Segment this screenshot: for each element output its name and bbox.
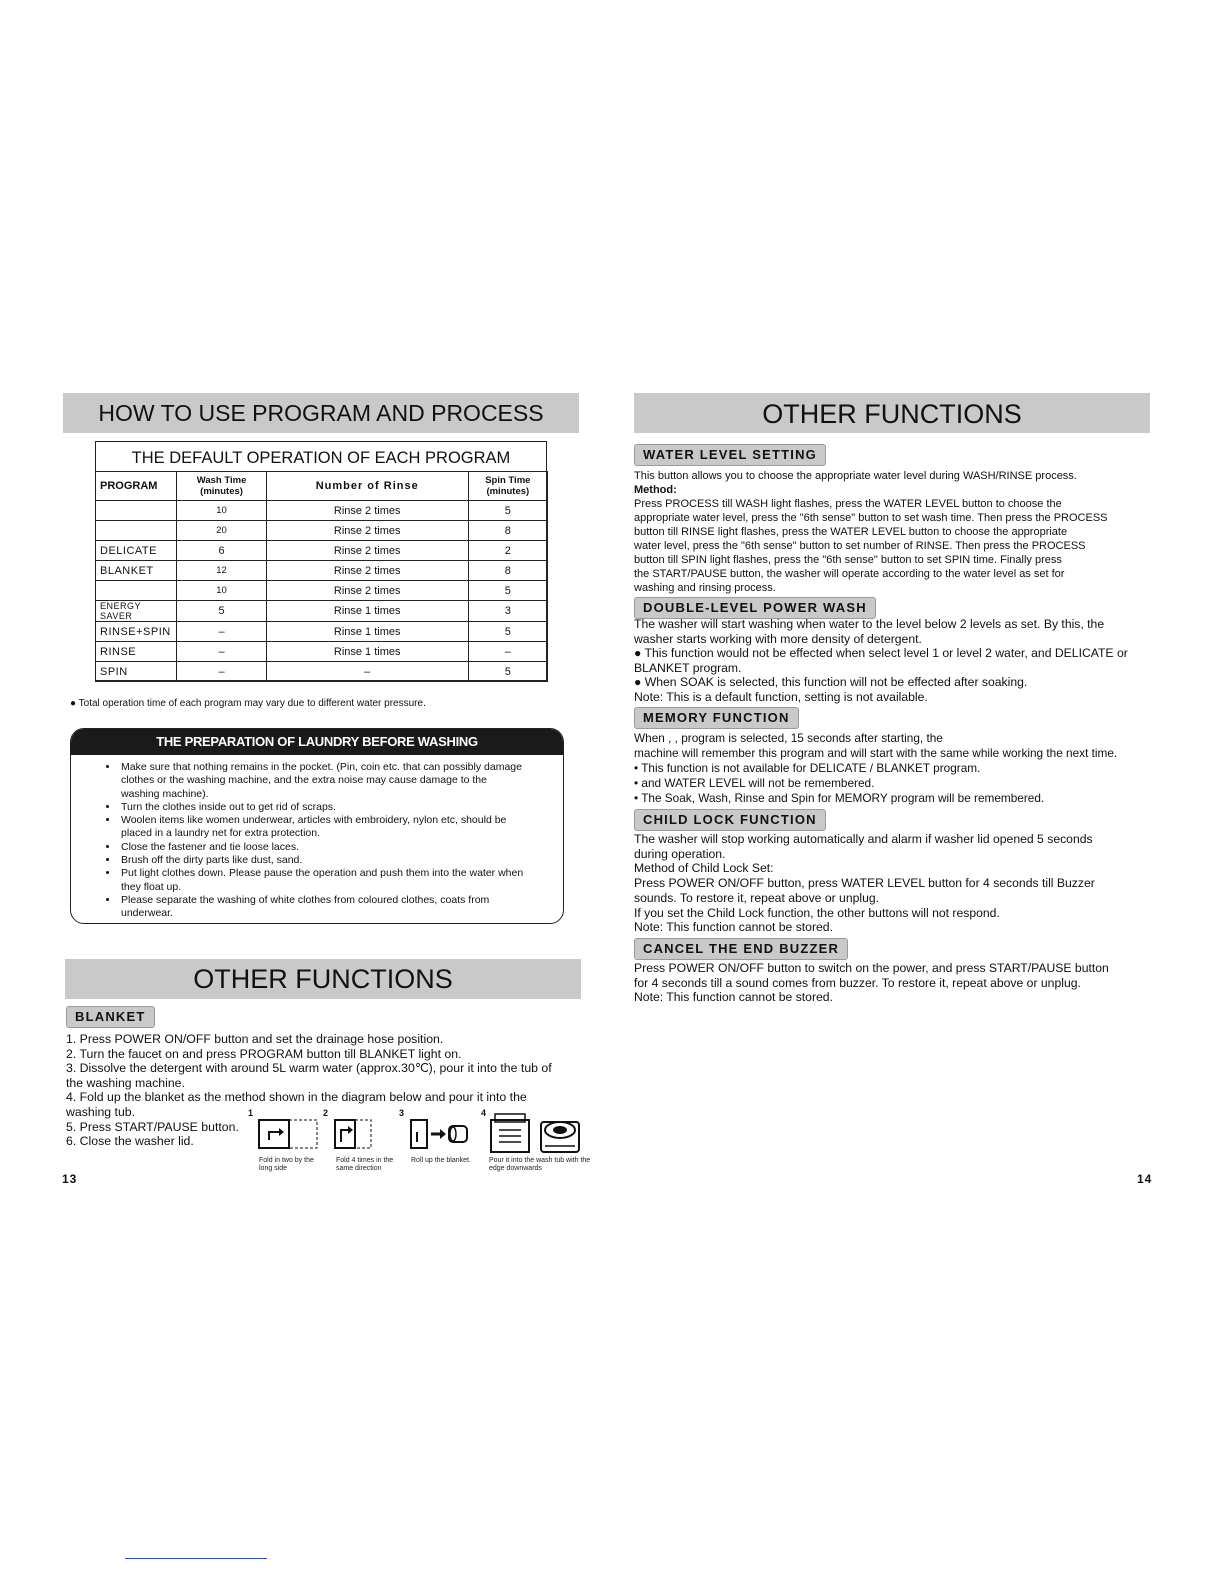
blanket-tag: BLANKET	[66, 1006, 155, 1028]
table-cell-spin: 5	[468, 581, 547, 601]
water-level-tag: WATER LEVEL SETTING	[634, 444, 826, 466]
table-cell-program: DELICATE	[96, 541, 177, 561]
fold-four-times-diagram	[333, 1114, 375, 1152]
table-cell-rinse: Rinse 2 times	[266, 521, 468, 541]
text-line: ● When SOAK is selected, this function will not be effected after soaking.	[634, 675, 1028, 689]
text-line: 5. Press START/PAUSE button.	[66, 1119, 239, 1134]
preparation-box	[70, 728, 564, 924]
table-cell-wash: 20	[177, 521, 266, 541]
text-line: Note: This is a default function, setting is not available.	[634, 689, 928, 704]
table-row	[96, 561, 548, 581]
table-cell-rinse: –	[266, 662, 468, 682]
text-line: for 4 seconds till a sound comes from buzzer. To restore it, repeat above or unplug.	[634, 975, 1081, 990]
text-line: water level, press the "6th sense" button to set number of RINSE. Then press the PROCESS	[634, 540, 1086, 552]
table-row	[96, 642, 548, 662]
header-spin-time: Spin Time (minutes)	[468, 472, 547, 501]
text-line: washing tub.	[66, 1105, 136, 1119]
list-item: • Please separate the washing of white clothes from coloured clothes, coats from underwear.	[119, 894, 563, 921]
text-line: The washer will stop working automatically and alarm if washer lid opened 5 seconds	[634, 832, 1093, 846]
text-line: the START/PAUSE button, the washer will operate according to the water level as set for	[634, 568, 1065, 580]
table-cell-spin: 5	[468, 501, 547, 521]
text-line: 3. Dissolve the detergent with around 5L warm water (approx.30℃), pour it into the tub of	[66, 1061, 552, 1076]
list-item: • Close the fastener and tie loose laces.	[119, 841, 563, 854]
text-line: Method of Child Lock Set:	[634, 861, 774, 876]
table-cell-wash: –	[177, 662, 266, 682]
table-row	[96, 622, 548, 642]
table-cell-program	[96, 501, 177, 521]
table-cell-program: BLANKET	[96, 561, 177, 581]
table-row	[96, 501, 548, 521]
table-cell-wash: 10	[177, 501, 266, 521]
table-cell-wash: 5	[177, 601, 266, 622]
left-other-banner: OTHER FUNCTIONS	[65, 959, 581, 999]
table-cell-wash: –	[177, 622, 266, 642]
table-row	[96, 581, 548, 601]
roll-blanket-diagram	[409, 1114, 469, 1152]
header-wash-time: Wash Time (minutes)	[177, 472, 266, 501]
table-cell-rinse: Rinse 2 times	[266, 501, 468, 521]
table-cell-spin: 5	[468, 622, 547, 642]
fig-caption-2: Fold 4 times in the same direction	[336, 1157, 394, 1172]
fig-number-1: 1	[248, 1108, 254, 1118]
table-cell-program: ENERGY SAVER	[96, 601, 177, 622]
text-line: during operation.	[634, 846, 726, 861]
text-line: 2. Turn the faucet on and press PROGRAM button till BLANKET light on.	[66, 1046, 462, 1061]
text-line: Note: This function cannot be stored.	[634, 920, 833, 935]
text-line: Note: This function cannot be stored.	[634, 990, 833, 1004]
text-line: appropriate water level, press the "6th sense" button to set wash time. Then press the PROCESS	[634, 512, 1108, 524]
table-cell-program	[96, 521, 177, 541]
left-banner: HOW TO USE PROGRAM AND PROCESS	[63, 393, 579, 433]
table-cell-wash: –	[177, 642, 266, 662]
table-cell-rinse: Rinse 1 times	[266, 642, 468, 662]
memory-tag: MEMORY FUNCTION	[634, 707, 799, 729]
footer-rule	[125, 1558, 267, 1559]
preparation-list	[71, 761, 563, 921]
text-line: machine will remember this program and will start with the same while working the next time.	[634, 746, 1118, 760]
table-cell-spin: 8	[468, 561, 547, 581]
fold-long-side-diagram	[257, 1114, 321, 1152]
list-item: • Turn the clothes inside out to get rid of scraps.	[119, 801, 563, 814]
text-line: washer starts working with more density of detergent.	[634, 631, 922, 646]
table-cell-wash: 6	[177, 541, 266, 561]
text-line: ● This function would not be effected when select level 1 or level 2 water, and DELICATE or	[634, 646, 1128, 660]
table-header-row	[96, 472, 548, 501]
text-line: sounds. To restore it, repeat above or unplug.	[634, 890, 880, 905]
pour-into-tub-diagram	[487, 1110, 583, 1154]
text-line: When , , program is selected, 15 seconds after starting, the	[634, 731, 943, 745]
table-cell-wash: 12	[177, 561, 266, 581]
table-cell-spin: 5	[468, 662, 547, 682]
table-row	[96, 662, 548, 682]
text-line: • and WATER LEVEL will not be remembered.	[634, 776, 875, 790]
table-cell-spin: 2	[468, 541, 547, 561]
right-page-number: 14	[1137, 1172, 1153, 1186]
table-cell-rinse: Rinse 1 times	[266, 622, 468, 642]
program-table-title: THE DEFAULT OPERATION OF EACH PROGRAM	[131, 449, 511, 467]
text-line: 6. Close the washer lid.	[66, 1134, 194, 1149]
right-banner: OTHER FUNCTIONS	[634, 393, 1150, 433]
fig-number-4: 4	[481, 1108, 487, 1118]
text-line: Press POWER ON/OFF button to switch on the power, and press START/PAUSE button	[634, 961, 1109, 975]
fig-caption-4: Pour it into the wash tub with the edge downwards	[489, 1157, 591, 1172]
text-line: If you set the Child Lock function, the other buttons will not respond.	[634, 905, 1000, 920]
text-line: • The Soak, Wash, Rinse and Spin for MEMORY program will be remembered.	[634, 791, 1045, 805]
table-cell-rinse: Rinse 1 times	[266, 601, 468, 622]
table-cell-program: RINSE+SPIN	[96, 622, 177, 642]
double-level-tag: DOUBLE-LEVEL POWER WASH	[634, 597, 876, 619]
cancel-buzzer-tag: CANCEL THE END BUZZER	[634, 938, 848, 960]
text-line: button till SPIN light flashes, press the "6th sense" button to set SPIN time. Finally press	[634, 554, 1062, 566]
child-lock-tag: CHILD LOCK FUNCTION	[634, 809, 826, 831]
table-cell-wash: 10	[177, 581, 266, 601]
table-cell-rinse: Rinse 2 times	[266, 541, 468, 561]
fig-caption-3: Roll up the blanket.	[411, 1157, 471, 1164]
fig-number-3: 3	[399, 1108, 405, 1118]
text-line: 4. Fold up the blanket as the method shown in the diagram below and pour it into the	[66, 1090, 527, 1105]
text-line: button till RINSE light flashes, press the WATER LEVEL button to choose the appropriate	[634, 526, 1068, 538]
table-note: ● Total operation time of each program may vary due to different water pressure.	[70, 698, 426, 709]
table-cell-spin: –	[468, 642, 547, 662]
table-cell-program	[96, 581, 177, 601]
text-line: Method:	[634, 484, 677, 496]
fig-caption-1: Fold in two by the long side	[259, 1157, 314, 1172]
text-line: BLANKET program.	[634, 660, 742, 675]
fig-number-2: 2	[323, 1108, 329, 1118]
list-item: • Brush off the dirty parts like dust, sand.	[119, 854, 563, 867]
table-cell-spin: 8	[468, 521, 547, 541]
header-rinse: Number of Rinse	[266, 472, 468, 501]
table-cell-rinse: Rinse 2 times	[266, 561, 468, 581]
text-line: 1. Press POWER ON/OFF button and set the drainage hose position.	[66, 1032, 444, 1046]
table-row	[96, 601, 548, 622]
table-cell-rinse: Rinse 2 times	[266, 581, 468, 601]
list-item: • Put light clothes down. Please pause the operation and push them into the water when they float up.	[119, 867, 563, 894]
text-line: washing and rinsing process.	[634, 582, 776, 594]
text-line: This button allows you to choose the appropriate water level during WASH/RINSE process.	[634, 470, 1077, 482]
text-line: Press PROCESS till WASH light flashes, press the WATER LEVEL button to choose the	[634, 498, 1062, 510]
list-item: • Woolen items like women underwear, articles with embroidery, nylon etc, should be placed in a laundry net for extra protection.	[119, 814, 563, 841]
table-row	[96, 521, 548, 541]
table-cell-program: SPIN	[96, 662, 177, 682]
header-program: PROGRAM	[96, 472, 177, 501]
program-table	[95, 471, 548, 682]
text-line: the washing machine.	[66, 1075, 185, 1090]
text-line: • This function is not available for DELICATE / BLANKET program.	[634, 761, 981, 775]
text-line: The washer will start washing when water to the level below 2 levels as set. By this, the	[634, 617, 1105, 631]
left-page-number: 13	[62, 1172, 78, 1186]
table-cell-program: RINSE	[96, 642, 177, 662]
table-cell-spin: 3	[468, 601, 547, 622]
table-row	[96, 541, 548, 561]
list-item: • Make sure that nothing remains in the pocket. (Pin, coin etc. that can possibly damage clothes or the washing machine, and the extra noise may cause damage to the washing machine).	[119, 761, 563, 801]
preparation-title: THE PREPARATION OF LAUNDRY BEFORE WASHING	[71, 729, 563, 755]
text-line: Press POWER ON/OFF button, press WATER LEVEL button for 4 seconds till Buzzer	[634, 876, 1095, 891]
